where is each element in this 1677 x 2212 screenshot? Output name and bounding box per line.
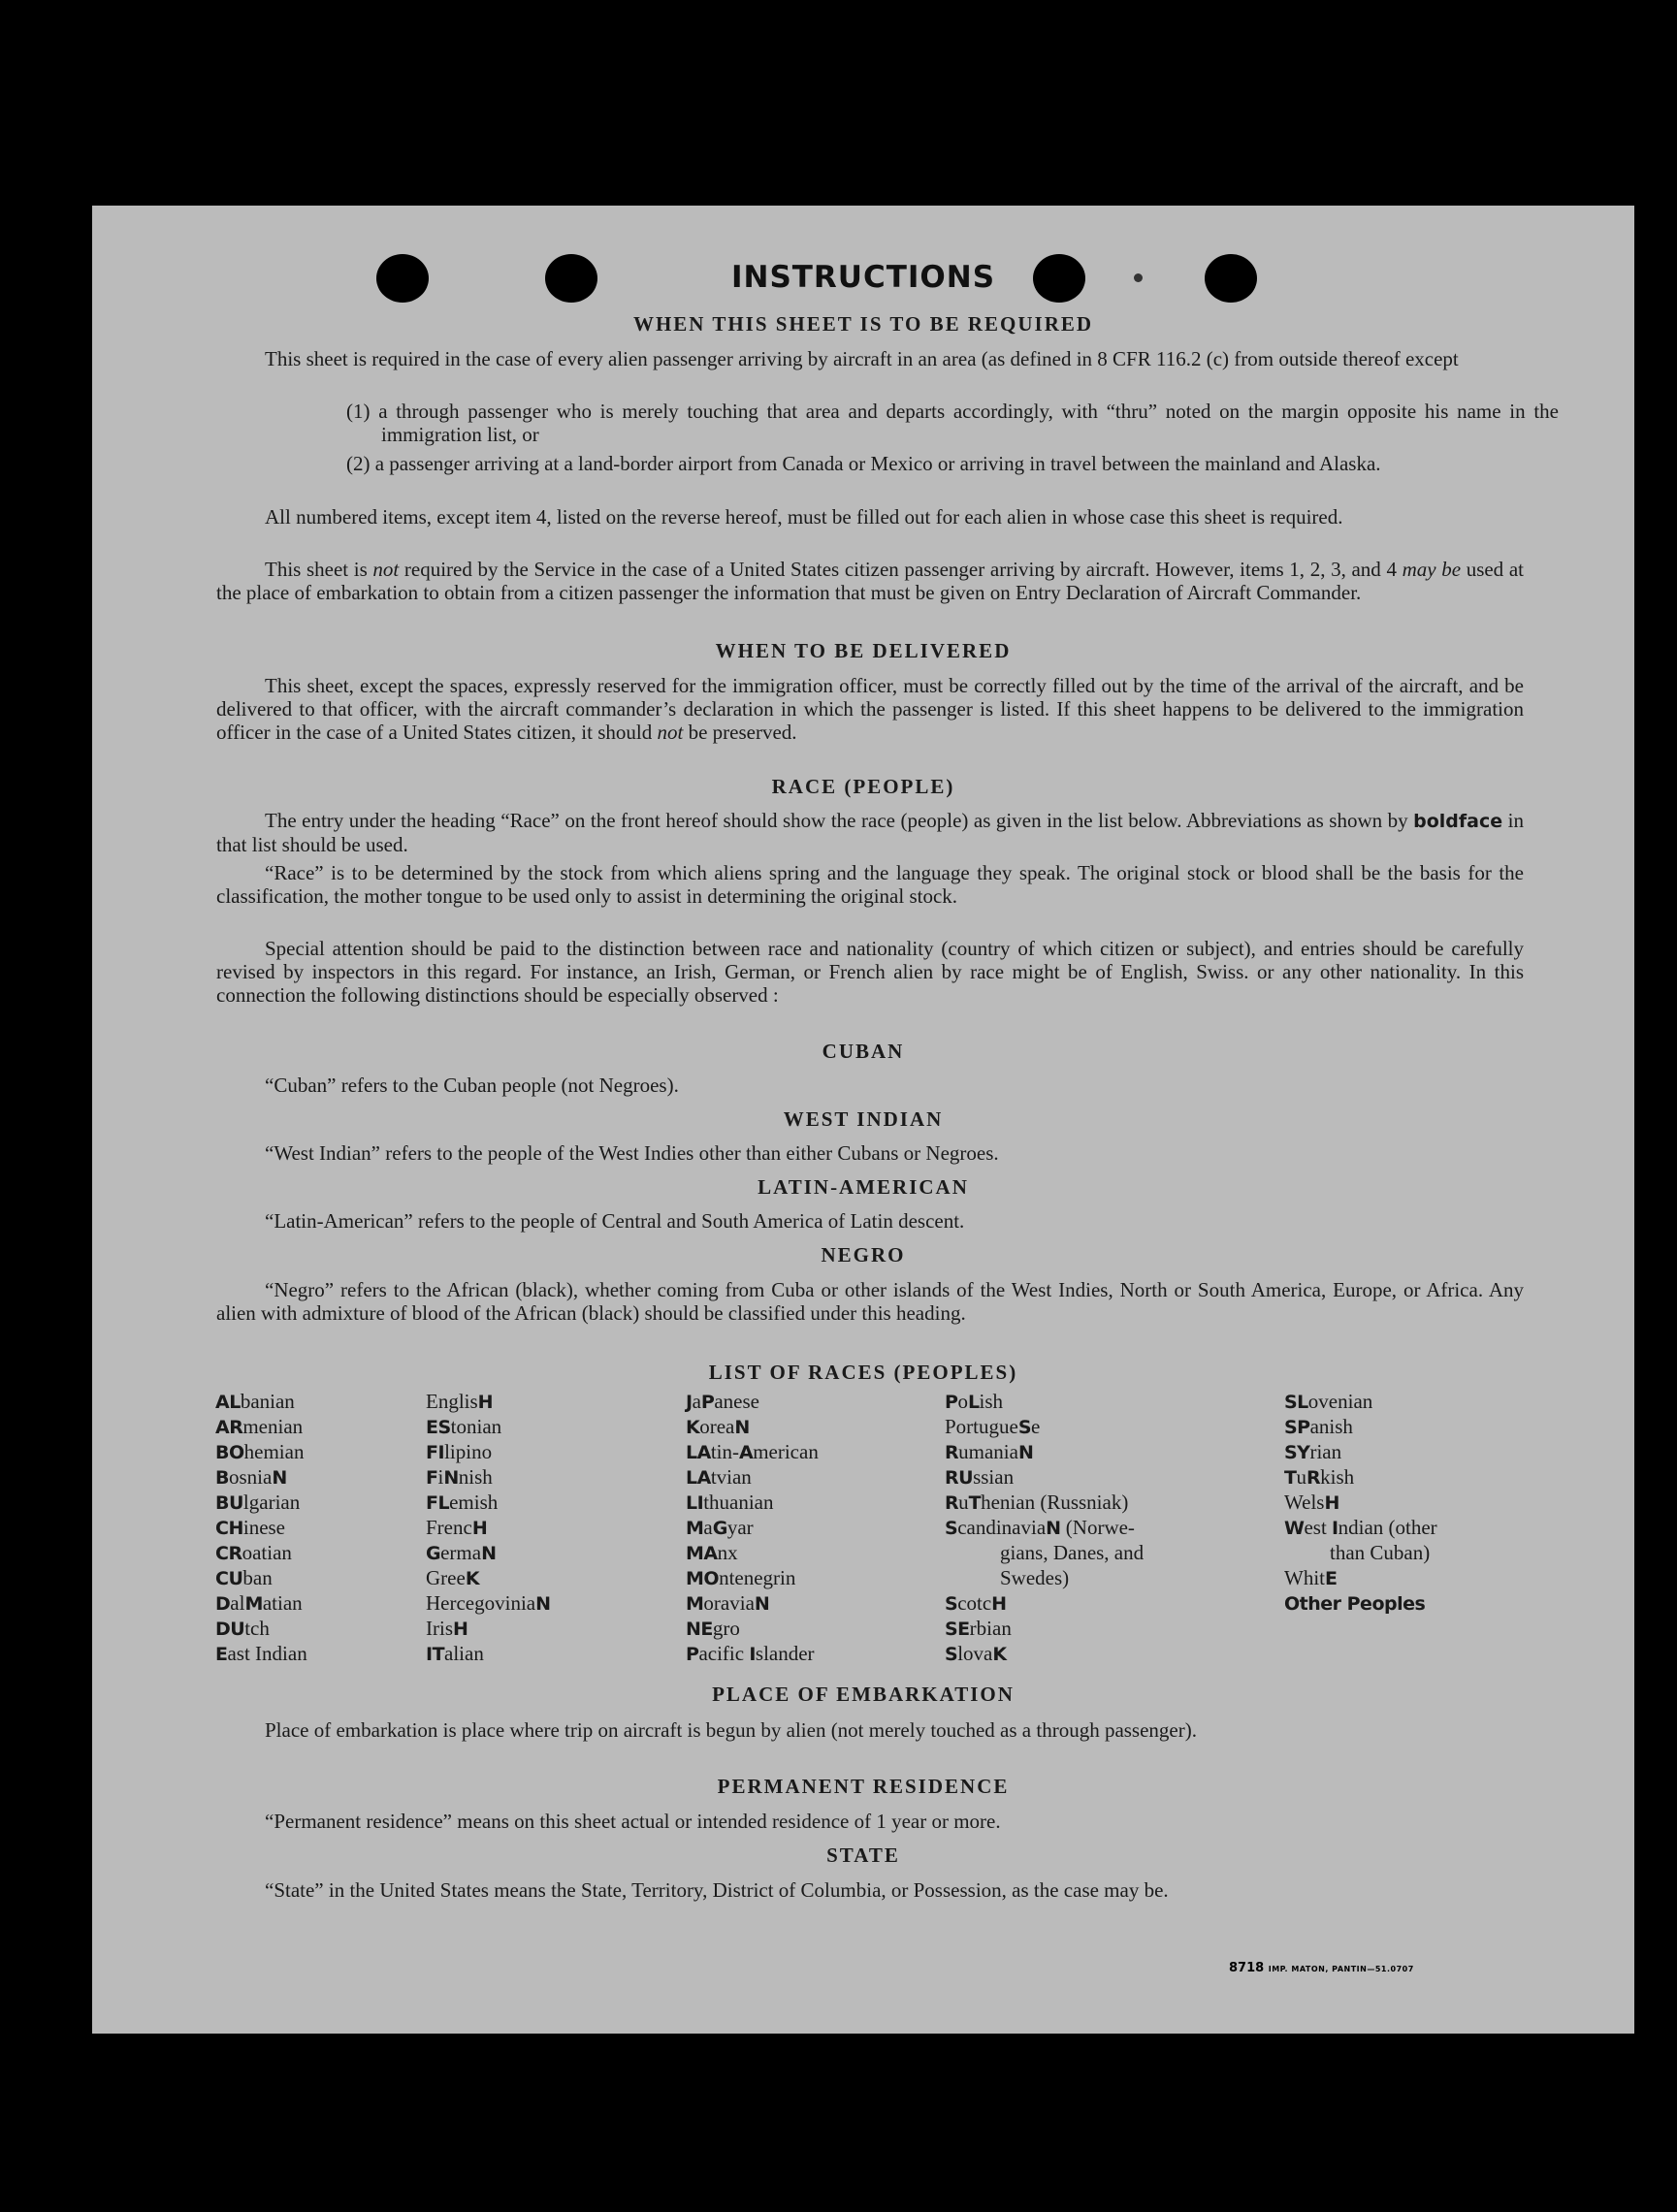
- race-item: MOntenegrin: [686, 1566, 796, 1589]
- race-item: WelsH: [1284, 1491, 1339, 1514]
- race-item: SPanish: [1284, 1415, 1353, 1438]
- paragraph: “Latin-American” refers to the people of Central and South America of Latin descent.: [265, 1209, 965, 1233]
- paragraph: The entry under the heading “Race” on the front hereof should show the race (people) as given in the list below. Abbreviations as shown by boldface in that list should be used.: [216, 809, 1524, 856]
- race-item: MoraviaN: [686, 1591, 770, 1615]
- race-item: SYrian: [1284, 1440, 1342, 1463]
- race-item: CUban: [215, 1566, 273, 1589]
- race-item: FLemish: [426, 1491, 499, 1514]
- race-item: FrencH: [426, 1516, 488, 1539]
- race-item: TuRkish: [1284, 1465, 1355, 1489]
- race-item: CRoatian: [215, 1541, 292, 1564]
- paragraph: All numbered items, except item 4, listed on the reverse hereof, must be filled out for each alien in whose case this sheet is required.: [265, 505, 1343, 529]
- race-item: BosniaN: [215, 1465, 287, 1489]
- race-column: [1284, 1390, 1437, 1617]
- race-item: Other Peoples: [1284, 1593, 1426, 1615]
- race-column: [426, 1390, 551, 1667]
- race-item: ScotcH: [945, 1591, 1007, 1615]
- race-item: BUlgarian: [215, 1491, 301, 1514]
- race-item: JaPanese: [686, 1390, 759, 1413]
- race-item: SLovenian: [1284, 1390, 1373, 1413]
- paragraph: “Cuban” refers to the Cuban people (not Negroes).: [265, 1074, 679, 1097]
- race-item: SErbian: [945, 1617, 1012, 1640]
- race-item: FiNnish: [426, 1465, 493, 1489]
- heading-when-required: WHEN THIS SHEET IS TO BE REQUIRED: [632, 312, 1094, 336]
- paragraph: “West Indian” refers to the people of the West Indies other than either Cubans or Negroes.: [265, 1141, 999, 1165]
- race-item: MAnx: [686, 1541, 738, 1564]
- race-item: Pacific Islander: [686, 1642, 815, 1665]
- race-item: ARmenian: [215, 1415, 304, 1438]
- race-item: MaGyar: [686, 1516, 754, 1539]
- document-sheet: [92, 206, 1634, 2034]
- paragraph: “Race” is to be determined by the stock from which aliens spring and the language they speak. The original stock or blood shall be the basis for the classification, the mother tongue to be used only to assist in determining the original stock.: [216, 861, 1524, 908]
- race-item: ScandinaviaN (Norwe-: [945, 1516, 1135, 1539]
- race-item: GreeK: [426, 1566, 480, 1589]
- paragraph: This sheet is required in the case of every alien passenger arriving by aircraft in an area (as defined in 8 CFR 116.2 (c) from outside thereof except: [265, 347, 1459, 370]
- printer-footer: [1229, 1961, 1414, 1975]
- heading-latin-american: LATIN-AMERICAN: [758, 1175, 969, 1199]
- paragraph: Place of embarkation is place where trip on aircraft is begun by alien (not merely touched as a through passenger).: [265, 1718, 1197, 1742]
- race-item: BOhemian: [215, 1440, 305, 1463]
- race-item: East Indian: [215, 1642, 307, 1665]
- paragraph: “Permanent residence” means on this sheet actual or intended residence of 1 year or more.: [265, 1810, 1001, 1833]
- race-item: than Cuban): [1330, 1541, 1431, 1564]
- page-title: INSTRUCTIONS: [730, 260, 996, 295]
- race-item: EnglisH: [426, 1390, 494, 1413]
- race-column: [686, 1390, 819, 1667]
- race-item: SlovaK: [945, 1642, 1007, 1665]
- heading-state: STATE: [826, 1843, 900, 1867]
- race-item: DalMatian: [215, 1591, 303, 1615]
- printer-imprint: IMP. MATON, PANTIN—51.0707: [1268, 1965, 1414, 1973]
- race-item: LAtin-American: [686, 1440, 819, 1463]
- race-item: HercegoviniaN: [426, 1591, 551, 1615]
- race-item: ALbanian: [215, 1390, 295, 1413]
- race-item: FIlipino: [426, 1440, 493, 1463]
- race-item: WhitE: [1284, 1566, 1338, 1589]
- race-column: [215, 1390, 307, 1667]
- heading-negro: NEGRO: [821, 1243, 906, 1266]
- race-item: West Indian (other: [1284, 1516, 1437, 1539]
- race-item: GermaN: [426, 1541, 497, 1564]
- paragraph: This sheet is not required by the Service in the case of a United States citizen passenger arriving by aircraft. However, items 1, 2, 3, and 4 may be used at the place of embarkation to obtain from a citizen passenger the information that must be given on Entry Declaration of Aircraft Commander.: [216, 558, 1524, 604]
- heading-when-delivered: WHEN TO BE DELIVERED: [715, 639, 1012, 662]
- race-item: RUssian: [945, 1465, 1015, 1489]
- race-item: LIthuanian: [686, 1491, 774, 1514]
- race-item: ITalian: [426, 1642, 484, 1665]
- race-item: NEgro: [686, 1617, 740, 1640]
- race-item: IrisH: [426, 1617, 468, 1640]
- heading-list-of-races: LIST OF RACES (PEOPLES): [708, 1361, 1018, 1384]
- heading-cuban: CUBAN: [822, 1040, 905, 1063]
- form-number: 8718: [1229, 1961, 1265, 1975]
- heading-place-of-embarkation: PLACE OF EMBARKATION: [712, 1683, 1015, 1706]
- heading-west-indian: WEST INDIAN: [783, 1107, 944, 1131]
- race-item: Swedes): [1000, 1566, 1070, 1589]
- race-item: PortugueSe: [945, 1415, 1041, 1438]
- race-item: PoLish: [945, 1390, 1004, 1413]
- paragraph: “State” in the United States means the State, Territory, District of Columbia, or Possession, as the case may be.: [265, 1878, 1169, 1902]
- race-item: RumaniaN: [945, 1440, 1034, 1463]
- heading-permanent-residence: PERMANENT RESIDENCE: [717, 1775, 1010, 1798]
- race-column: [945, 1390, 1144, 1667]
- race-item: CHinese: [215, 1516, 286, 1539]
- paragraph: Special attention should be paid to the distinction between race and nationality (country of which citizen or subject), and entries should be carefully revised by inspectors in this regard. For instance, an Irish, German, or French alien by race might be of English, Swiss. or any other nationality. In this connection the following distinctions should be especially observed :: [216, 937, 1524, 1007]
- list-item: (1) a through passenger who is merely touching that area and departs accordingly, with “thru” noted on the margin opposite his name in the immigration list, or: [346, 400, 1559, 446]
- heading-race: RACE (PEOPLE): [771, 775, 955, 798]
- race-item: gians, Danes, and: [1000, 1541, 1145, 1564]
- race-item: RuThenian (Russniak): [945, 1491, 1129, 1514]
- paragraph: “Negro” refers to the African (black), whether coming from Cuba or other islands of the West Indies, North or South America, Europe, or Africa. Any alien with admixture of blood of the African (black) should be classified under this heading.: [216, 1278, 1524, 1325]
- paragraph: This sheet, except the spaces, expressly reserved for the immigration officer, must be correctly filled out by the time of the arrival of the aircraft, and be delivered to that officer, with the aircraft commander’s declaration in which the passenger is listed. If this sheet happens to be delivered to the immigration officer in the case of a United States citizen, it should not be preserved.: [216, 674, 1524, 744]
- race-item: LAtvian: [686, 1465, 752, 1489]
- list-item: (2) a passenger arriving at a land-border airport from Canada or Mexico or arriving in travel between the mainland and Alaska.: [346, 452, 1381, 475]
- race-item: KoreaN: [686, 1415, 750, 1438]
- race-item: EStonian: [426, 1415, 502, 1438]
- race-item: DUtch: [215, 1617, 270, 1640]
